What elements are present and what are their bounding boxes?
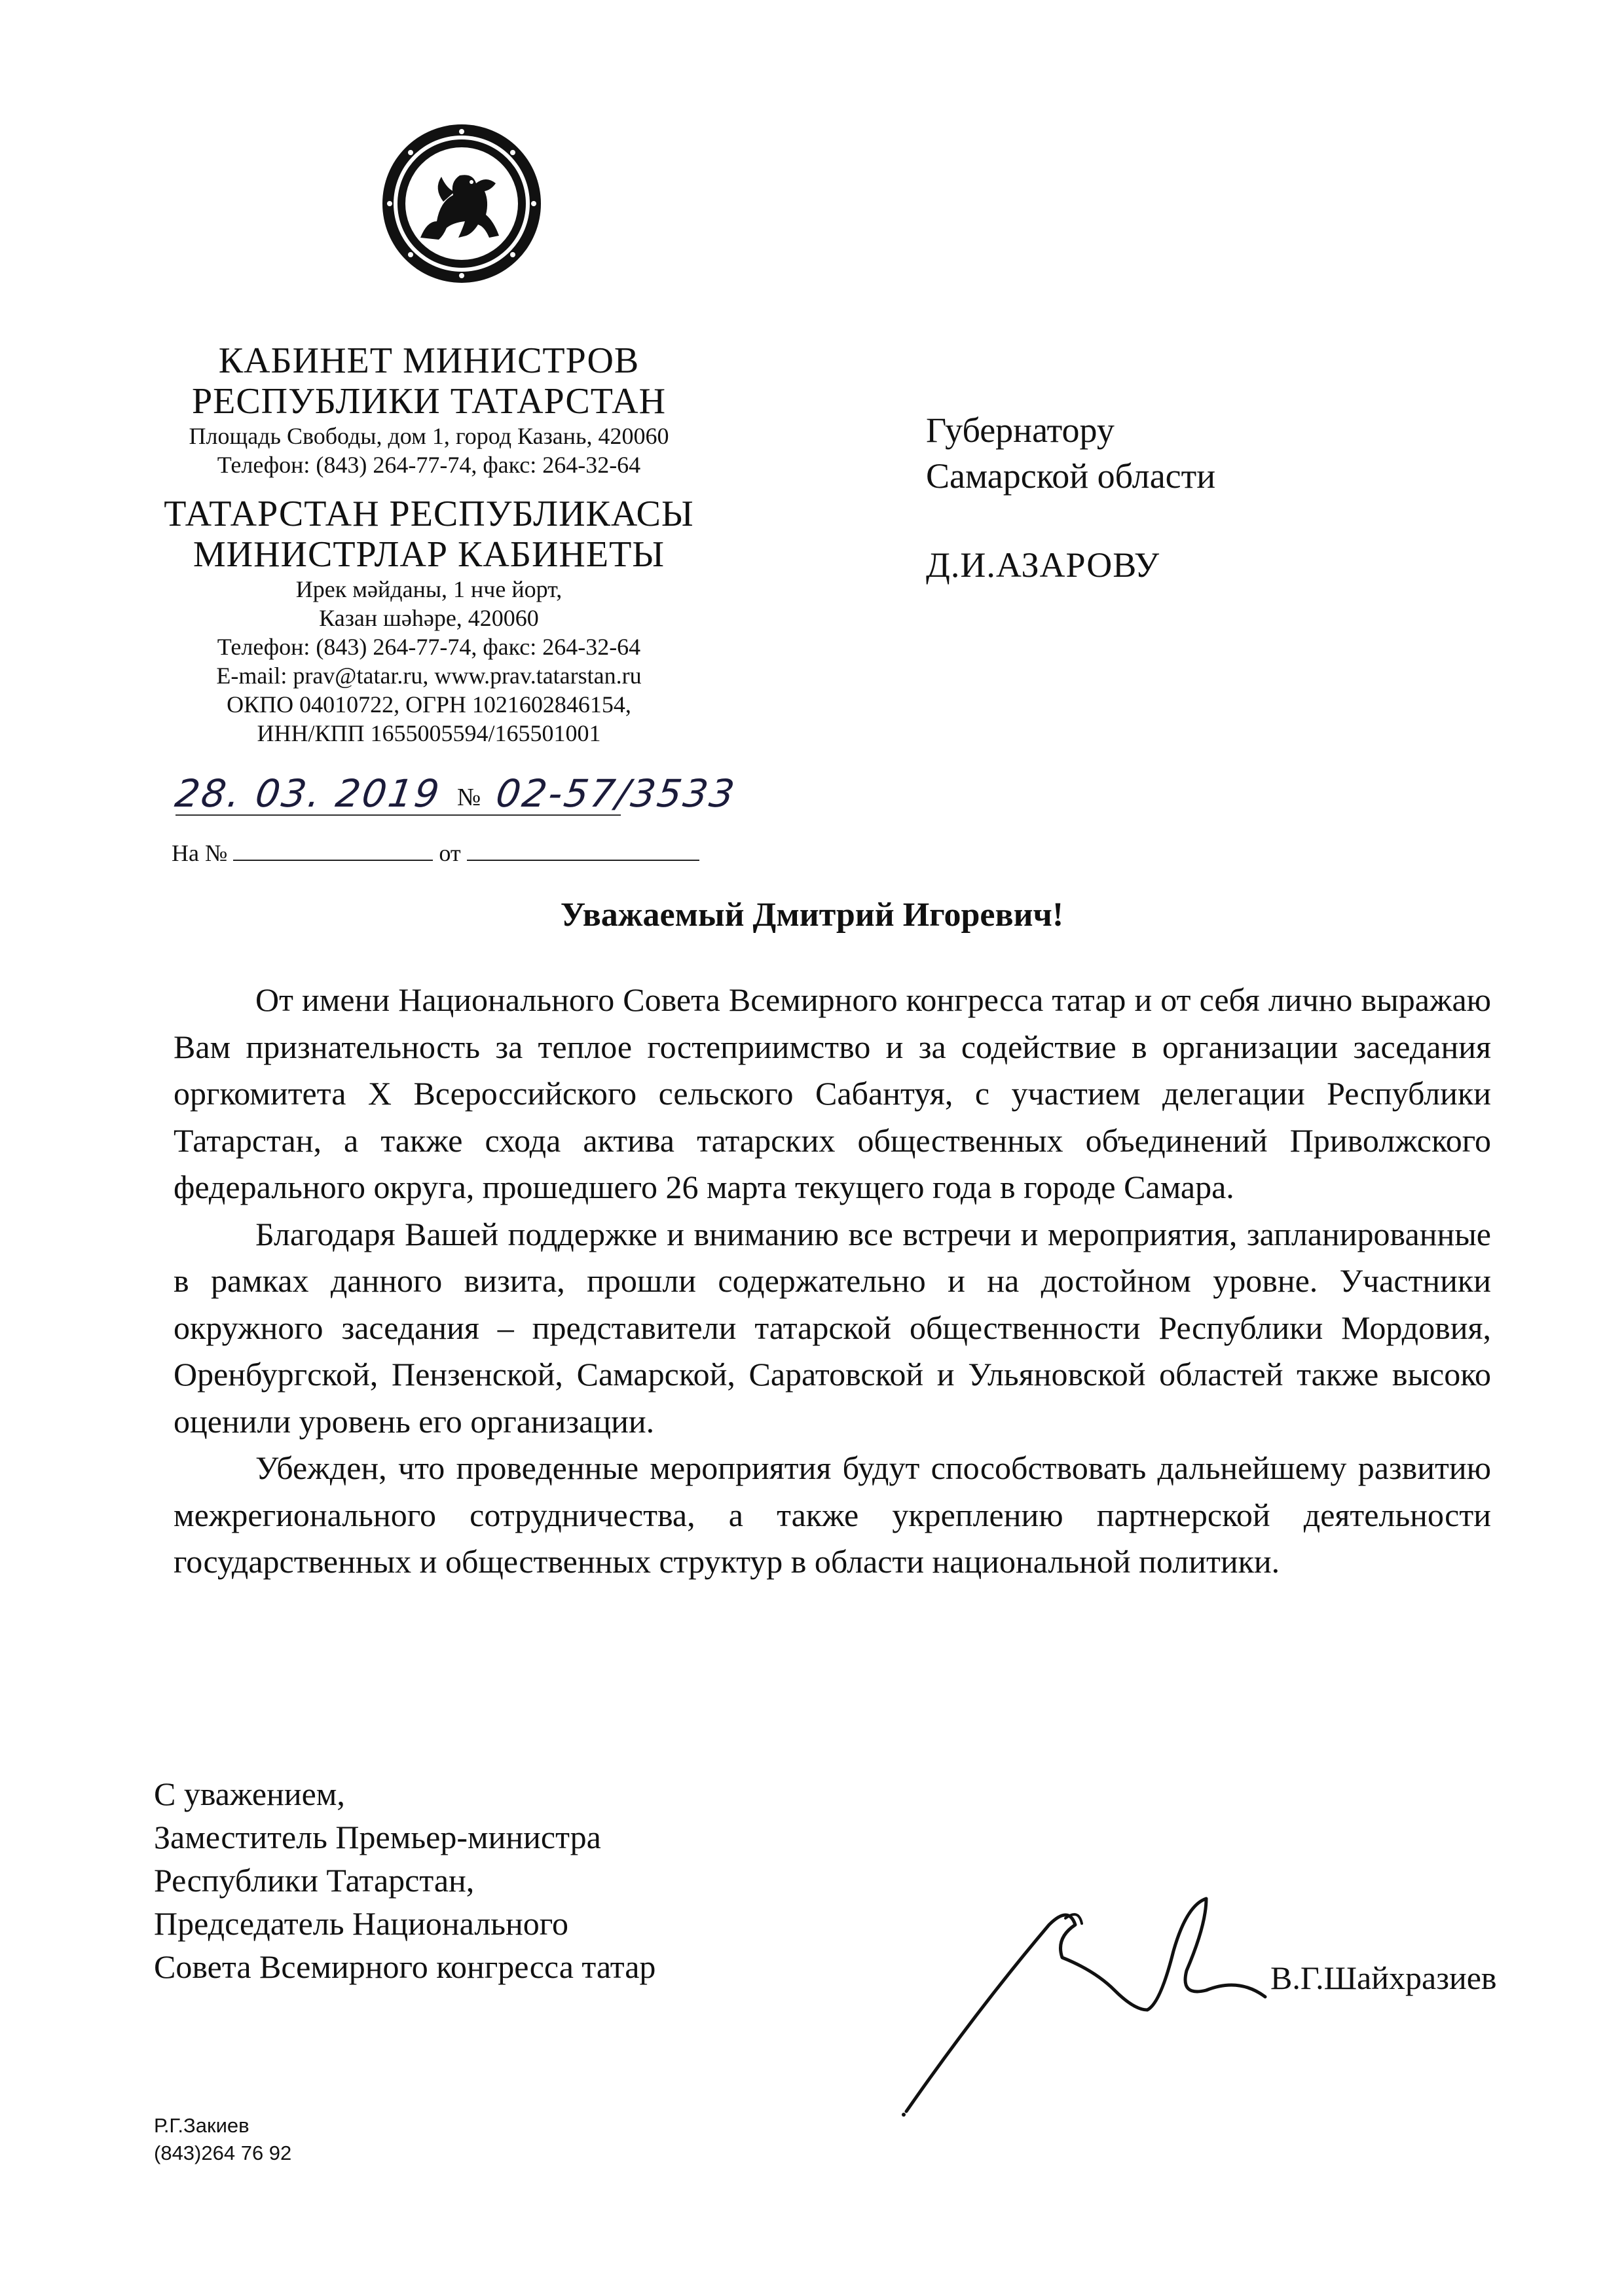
closing-block [154,1772,655,1988]
signer-title-line1: Заместитель Премьер-министра [154,1819,601,1855]
handwritten-signature [898,1846,1291,2121]
registration-underline [175,814,621,816]
org-phone-tt: Телефон: (843) 264-77-74, факс: 264-32-64 [217,634,641,660]
body-paragraph-1: От имени Национального Совета Всемирного конгресса татар и от себя лично выражаю Вам признательность за теплое гостеприимство и за содействие в организации заседания оргкомитета X Всероссийского сельского Сабантуя, с участием делегации Республики Татарстан, а также схода актива татарских общественных объединений Приволжского федерального округа, прошедшего 26 марта текущего года в городе Самара. [174,981,1491,1205]
ref-number-label: На № [172,840,228,866]
ref-number-blank [233,840,433,861]
signer-name: В.Г.Шайхразиев [1270,1959,1497,1996]
addressee [926,407,1215,588]
org-okpo-ogrn: ОКПО 04010722, ОГРН 1021602846154, [227,691,631,718]
registration-line [172,771,765,824]
salutation: Уважаемый Дмитрий Игоревич! [560,896,1064,934]
letter-body [174,977,1491,1586]
closing-regards: С уважением, [154,1776,345,1812]
addressee-name: Д.И.АЗАРОВУ [926,545,1160,585]
number-mark: № [457,784,481,811]
org-name-tt-line2: МИНИСТРЛАР КАБИНЕТЫ [193,534,665,575]
org-name-tt-line1: ТАТАРСТАН РЕСПУБЛИКАСЫ [164,494,694,534]
registration-number: 02-57/3533 [493,771,739,816]
body-paragraph-2: Благодаря Вашей поддержке и вниманию все встречи и мероприятия, запланированные в рамках данного визита, прошли содержательно и на достойном уровне. Участники окружного заседания – представители татарской общественности Республики Мордовия, Оренбургской, Пензенской, Самарской, Саратовской и Ульяновской областей также высоко оценили уровень его организации. [174,1215,1491,1440]
org-name-ru-line1: КАБИНЕТ МИНИСТРОВ [218,340,640,381]
letterhead [124,340,733,748]
org-inn-kpp: ИНН/КПП 1655005594/165501001 [257,720,601,746]
executor-info [154,2112,291,2167]
signer-title-line4: Совета Всемирного конгресса татар [154,1948,656,1985]
org-email-web: E-mail: prav@tatar.ru, www.prav.tatarstan.ru [216,663,642,689]
ref-from-label: от [439,840,461,866]
org-phone-ru: Телефон: (843) 264-77-74, факс: 264-32-64 [217,452,641,478]
org-address-tt-line2: Казан шәһәре, 420060 [319,605,539,631]
registration-date: 28. 03. 2019 [172,771,444,816]
org-address-ru: Площадь Свободы, дом 1, город Казань, 420060 [189,423,669,449]
ref-date-blank [467,840,699,861]
reference-line [172,839,699,867]
executor-name: Р.Г.Закиев [154,2114,249,2137]
org-address-tt-line1: Ирек мәйданы, 1 нче йорт, [295,576,563,602]
signer-title-line3: Председатель Национального [154,1905,569,1942]
executor-phone: (843)264 76 92 [154,2141,292,2164]
tatarstan-emblem-icon [381,123,542,284]
addressee-line1: Губернатору [926,410,1115,450]
org-name-ru-line2: РЕСПУБЛИКИ ТАТАРСТАН [191,381,667,422]
signer-title-line2: Республики Татарстан, [154,1862,475,1899]
body-paragraph-3: Убежден, что проведенные мероприятия будут способствовать дальнейшему развитию межрегионального сотрудничества, а также укреплению партнерской деятельности государственных и общественных структур в области национальной политики. [174,1449,1491,1580]
addressee-line2: Самарской области [926,456,1216,496]
